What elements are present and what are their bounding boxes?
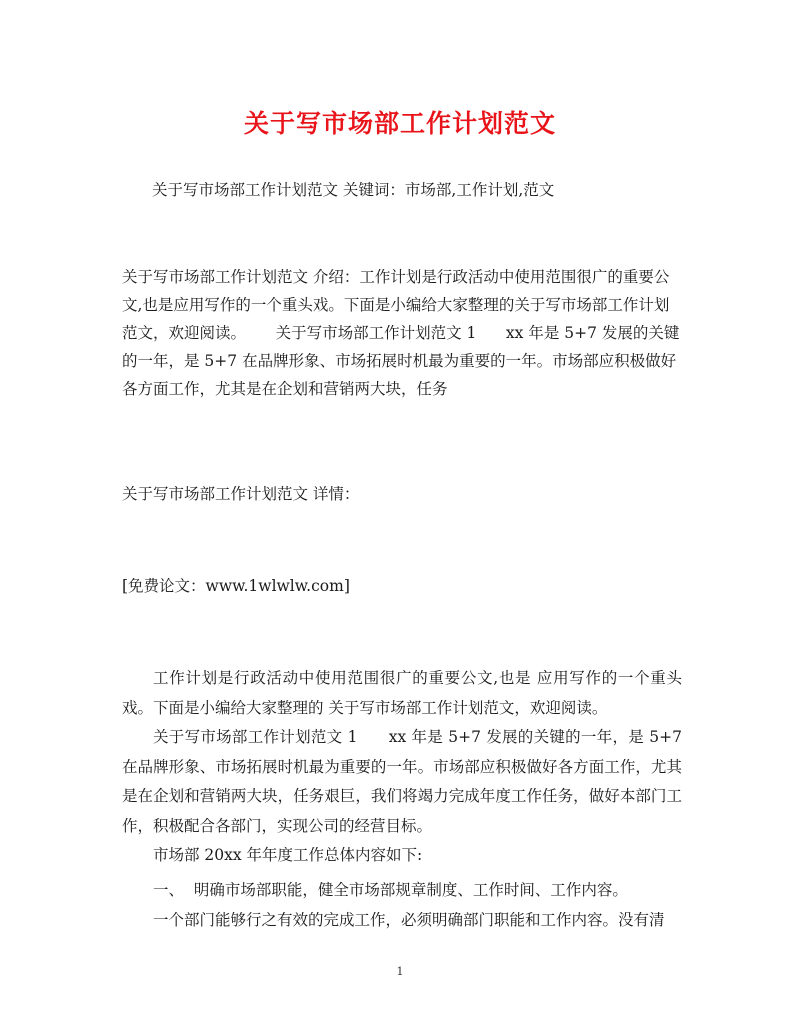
intro-line: 各方面工作，尤其是在企划和营销两大块，任务 [122, 380, 448, 398]
body-paragraph: 市场部 20xx 年年度工作总体内容如下: [153, 846, 423, 864]
body-paragraph: 工作计划是行政活动中使用范围很广的重要公文,也是 应用写作的一个重头戏。下面是小编给大家整理的 关于写市场部工作计划范文，欢迎阅读。 [122, 669, 682, 717]
intro-line: 的一年，是 5+7 在品牌形象、市场拓展时机最为重要的一年。市场部应积极做好 [122, 352, 677, 370]
document-title: 关于写市场部工作计划范文 [243, 109, 556, 138]
intro-line: 关于写市场部工作计划范文 介绍：工作计划是行政活动中使用范围很广的重要公 [122, 268, 670, 286]
page-number: 1 [396, 965, 404, 978]
intro-line: 范文，欢迎阅读。 关于写市场部工作计划范文 1 xx 年是 5+7 发展的关键 [122, 324, 680, 342]
body-paragraph: 一、 明确市场部职能，健全市场部规章制度、工作时间、工作内容。 [153, 881, 628, 899]
intro-line: 文,也是应用写作的一个重头戏。下面是小编给大家整理的关于写市场部工作计划 [122, 296, 670, 314]
details-heading: 关于写市场部工作计划范文 详情： [122, 485, 360, 503]
intro-section [122, 263, 682, 403]
body-paragraph: 关于写市场部工作计划范文 1 xx 年是 5+7 发展的关键的一年，是 5+7 在品牌形象、市场拓展时机最为重要的一年。市场部应积极做好各方面工作，尤其是在企划和营销两大块，任务艰巨，我们将竭力完成年度工作任务，做好本部门工作，积极配合各部门，实现公司的经营目标。 [122, 728, 687, 835]
body-paragraph: 一个部门能够行之有效的完成工作，必须明确部门职能和工作内容。没有清 [153, 911, 665, 929]
free-paper-link[interactable]: [免费论文：www.1wlwlw.com] [122, 577, 350, 595]
keywords-line: 关于写市场部工作计划范文 关键词：市场部,工作计划,范文 [152, 181, 555, 199]
